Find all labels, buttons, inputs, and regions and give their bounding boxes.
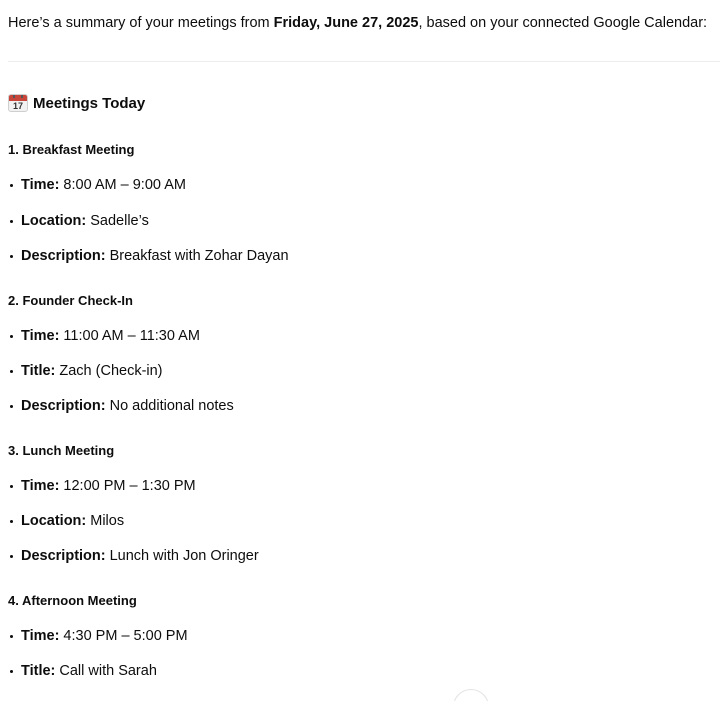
detail-label: Description: xyxy=(21,398,106,414)
bullet-dot xyxy=(10,370,13,373)
intro-suffix: , based on your connected Google Calendar: xyxy=(418,15,708,31)
detail-label: Description: xyxy=(21,548,106,564)
detail-label: Title: xyxy=(21,363,56,379)
meeting-detail xyxy=(8,362,163,380)
scroll-down-button[interactable] xyxy=(453,689,489,701)
detail-value: Call with Sarah xyxy=(59,663,157,679)
bullet-dot xyxy=(10,335,13,338)
detail-label: Time: xyxy=(21,177,60,193)
bullet-dot xyxy=(10,485,13,488)
divider xyxy=(8,61,720,62)
detail-value: Breakfast with Zohar Dayan xyxy=(109,248,289,264)
section-title: Meetings Today xyxy=(33,94,146,112)
intro-date: Friday, June 27, 2025 xyxy=(273,15,419,31)
meeting-detail xyxy=(8,397,234,415)
bullet-dot xyxy=(10,405,13,408)
detail-label: Title: xyxy=(21,663,56,679)
detail-value: 4:30 PM – 5:00 PM xyxy=(63,628,188,644)
bullet-dot xyxy=(10,220,13,223)
detail-value: Sadelle’s xyxy=(90,213,149,229)
section-heading xyxy=(8,92,145,114)
intro-text xyxy=(8,13,707,33)
calendar-icon-number: 17 xyxy=(12,101,23,111)
meeting-detail xyxy=(8,176,186,194)
intro-prefix: Here’s a summary of your meetings from xyxy=(8,15,274,31)
detail-value: 12:00 PM – 1:30 PM xyxy=(63,478,196,494)
bullet-dot xyxy=(10,255,13,258)
detail-label: Description: xyxy=(21,248,106,264)
detail-label: Location: xyxy=(21,513,87,529)
calendar-icon xyxy=(8,94,28,112)
detail-value: Milos xyxy=(90,513,125,529)
meeting-detail xyxy=(8,477,196,495)
detail-label: Time: xyxy=(21,478,60,494)
detail-label: Location: xyxy=(21,213,87,229)
meeting-detail xyxy=(8,547,259,565)
detail-value: 8:00 AM – 9:00 AM xyxy=(63,177,186,193)
detail-value: No additional notes xyxy=(109,398,234,414)
bullet-dot xyxy=(10,555,13,558)
meeting-detail xyxy=(8,327,200,345)
meeting-title: 2. Founder Check-In xyxy=(8,293,133,308)
meeting-title: 3. Lunch Meeting xyxy=(8,443,115,458)
meeting-detail xyxy=(8,627,188,645)
detail-label: Time: xyxy=(21,628,60,644)
detail-value: Lunch with Jon Oringer xyxy=(109,548,259,564)
bullet-dot xyxy=(10,670,13,673)
bullet-dot xyxy=(10,520,13,523)
bullet-dot xyxy=(10,635,13,638)
detail-value: 11:00 AM – 11:30 AM xyxy=(63,328,200,344)
meeting-title: 4. Afternoon Meeting xyxy=(8,593,137,608)
meeting-title: 1. Breakfast Meeting xyxy=(8,142,135,157)
bullet-dot xyxy=(10,184,13,187)
meeting-detail xyxy=(8,247,289,265)
meeting-detail xyxy=(8,512,124,530)
meeting-detail xyxy=(8,662,157,680)
detail-value: Zach (Check-in) xyxy=(59,363,163,379)
meeting-detail xyxy=(8,212,149,230)
detail-label: Time: xyxy=(21,328,60,344)
